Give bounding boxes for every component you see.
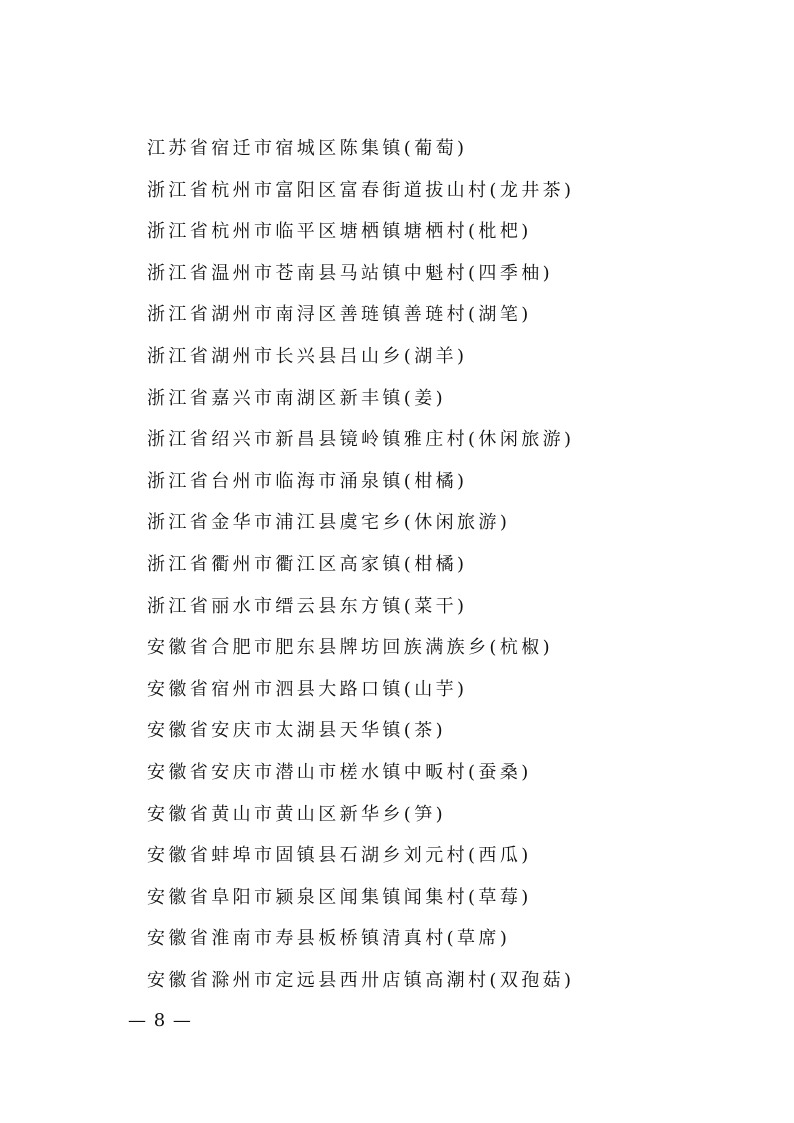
list-item: 浙江省湖州市长兴县吕山乡(湖羊) <box>147 345 468 367</box>
list-item: 浙江省衢州市衢江区高家镇(柑橘) <box>147 553 468 575</box>
list-item: 安徽省合肥市肥东县牌坊回族满族乡(杭椒) <box>147 637 554 659</box>
list-item: 安徽省淮南市寿县板桥镇清真村(草席) <box>147 928 511 950</box>
list-item: 安徽省安庆市太湖县天华镇(茶) <box>147 720 447 742</box>
list-item: 江苏省宿迁市宿城区陈集镇(葡萄) <box>147 138 468 159</box>
list-item: 浙江省杭州市富阳区富春街道拔山村(龙井茶) <box>147 179 575 201</box>
list-item: 浙江省金华市浦江县虞宅乡(休闲旅游) <box>147 512 511 534</box>
list-item: 安徽省黄山市黄山区新华乡(笋) <box>147 803 447 825</box>
list-item: 安徽省安庆市潜山市槎水镇中畈村(蚕桑) <box>147 761 532 783</box>
list-item: 浙江省湖州市南浔区善琏镇善琏村(湖笔) <box>147 304 532 326</box>
list-item: 浙江省绍兴市新昌县镜岭镇雅庄村(休闲旅游) <box>147 429 575 451</box>
list-item: 安徽省滁州市定远县西卅店镇高潮村(双孢菇) <box>147 969 575 991</box>
list-item: 浙江省杭州市临平区塘栖镇塘栖村(枇杷) <box>147 221 532 243</box>
list-item: 安徽省阜阳市颍泉区闻集镇闻集村(草莓) <box>147 886 532 908</box>
list-item: 安徽省宿州市泗县大路口镇(山芋) <box>147 678 468 700</box>
list-item: 浙江省温州市苍南县马站镇中魁村(四季柚) <box>147 262 554 284</box>
page-number: — 8 — <box>128 1010 192 1031</box>
list-item: 浙江省丽水市缙云县东方镇(菜干) <box>147 595 468 617</box>
list-item: 浙江省嘉兴市南湖区新丰镇(姜) <box>147 387 447 409</box>
list-item: 安徽省蚌埠市固镇县石湖乡刘元村(西瓜) <box>147 845 532 867</box>
town-list <box>147 128 574 1001</box>
list-item: 浙江省台州市临海市涌泉镇(柑橘) <box>147 470 468 492</box>
